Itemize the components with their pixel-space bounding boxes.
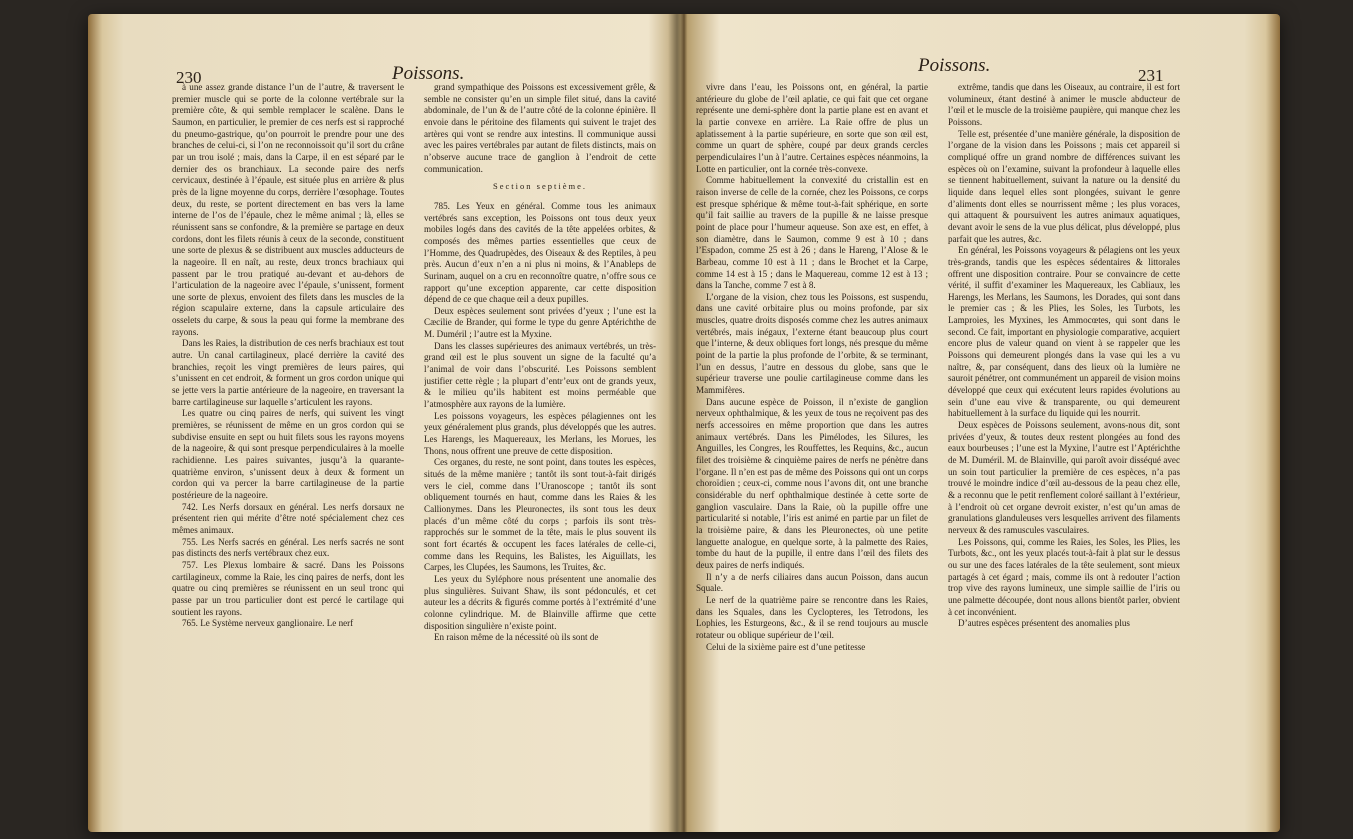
paragraph: Les poissons voyageurs, les espèces pélagiennes ont les yeux généralement plus grands, plus développés que les autres. Les Harengs, les Maquereaux, les Merlans, les Morues, les Thons, nous offrent une preuve de cette disposition.	[424, 410, 656, 456]
paragraph: L’organe de la vision, chez tous les Poissons, est suspendu, dans une cavité orbitaire plus ou moins profonde, par six muscles, quatre droits disposés comme chez les autres animaux vertébrés, mais inégaux, l’externe étant beaucoup plus court que l’interne, & deux obliques fort longs, nés presque du même point de la partie la plus profonde de l’orbite, & se terminant, l’un en dessus, l’autre en dessous du globe, sans que le supérieur traverse une poulie cartilagineuse comme dans les Mammifères.	[696, 291, 928, 396]
left-page-number: 230	[176, 68, 202, 87]
paragraph: Comme habituellement la convexité du cristallin est en raison inverse de celle de la cornée, chez les Poissons, ce corps est presque sphérique & même tout-à-fait sphérique, en sorte qu’il fait saillie au travers de la pupille & ne laisse presque point de place pour l’humeur aqueuse. Son axe est, en effet, à son diamètre, dans le Saumon, comme 9 est à 10 ; dans l’Espadon, comme 25 est à 26 ; dans le Hareng, l’Alose & le Barbeau, comme 10 est à 11 ; dans le Brochet et la Carpe, comme 14 est à 15 ; dans le Maquereau, comme 12 est à 13 ; dans la Tanche, comme 7 est à 8.	[696, 175, 928, 291]
paragraph: 765. Le Système nerveux ganglionaire. Le nerf	[182, 618, 354, 629]
section-title: Section septième.	[493, 181, 587, 192]
right-column-2	[948, 82, 1180, 812]
left-column-2	[424, 82, 656, 812]
paragraph: Telle est, présentée d’une manière générale, la disposition de l’organe de la vision dans les Poissons ; mais cet appareil si compliqué offre un grand nombre de différences suivant les espèces où on l’examine, suivant la profondeur à laquelle elles se tiennent habituellement, suivant la nature ou la densité du liquide dans lequel elles sont plongées, suivant le genre d’aliments dont elles se nourrissent même ; les plus voraces, qui attaquent & poursuivent les autres animaux aquatiques, devant avoir le sens de la vue plus délicat, plus développé, plus parfait que les autres, &c.	[948, 128, 1180, 244]
paragraph: D’autres espèces présentent des anomalies plus	[958, 618, 1130, 629]
book-gutter	[668, 14, 686, 832]
paragraph: 785. Les Yeux en général. Comme tous les animaux vertébrés sans exception, les Poissons ont tous deux yeux mobiles logés dans des cavités de la tête appelées orbites, & composés des mêmes parties essentielles que ceux de l’Homme, des Quadrupèdes, des Oiseaux & des Reptiles, à peu près. Aucun d’eux n’en a ni plus ni moins, & l’Anableps de Surinam, auquel on a cru en reconnoître quatre, n’offre sous ce rapport qu’une exception apparente, car cette disposition dépend de ce que chaque œil a deux pupilles.	[424, 200, 656, 305]
paragraph: Deux espèces seulement sont privées d’yeux ; l’une est la Cæcilie de Brander, qui forme le type du genre Aptérichthe de M. Duméril ; l’autre est la Myxine.	[424, 305, 656, 340]
right-page-number: 231	[1138, 66, 1164, 85]
paragraph: extrême, tandis que dans les Oiseaux, au contraire, il est fort volumineux, étant destiné à animer le muscle abducteur de l’œil et le muscle de la troisième paupière, qui manque chez les Poissons.	[948, 82, 1180, 127]
paragraph: Ces organes, du reste, ne sont point, dans toutes les espèces, situés de la même manière ; tantôt ils sont tout-à-fait dirigés vers le ciel, comme dans l’Uranoscope ; tantôt ils sont obliquement tournés en haut, comme dans les Raies & les Callionymes. Dans les Pleuronectes, ils sont tous les deux placés d’un même côté du corps ; parfois ils sont très-rapprochés sur le sommet de la tête, mais le plus souvent ils sont fort écartés & occupent les faces latérales de celle-ci, comme dans les Requins, les Balistes, les Aiguillats, les Carpes, les Clupées, les Saumons, les Truites, &c.	[424, 457, 656, 573]
left-column-1	[172, 82, 404, 812]
paragraph: En général, les Poissons voyageurs & pélagiens ont les yeux très-grands, tandis que les espèces sédentaires & littorales offrent une disposition contraire. Pour se convaincre de cette vérité, il suffit d’examiner les Maquereaux, les Cabliaux, les Harengs, les Merlans, les Saumons, les Dorades, qui sont dans le premier cas ; & les Plies, les Soles, les Turbots, les Lamproies, les Myxines, les Ammocœtes, qui sont dans le second. Ce fait, important en physiologie comparative, acquiert encore plus de valeur quand on vient à se rappeler que les Poissons qui demeurent plongés dans la vase qui les a vu naître, &, par conséquent, dans des lieux où la lumière ne sauroit pénétrer, ont communément un appareil de vision moins développé que ceux qui exécutent leurs rapides évolutions au sein d’une eau vive & transparente, ou qui demeurent habituellement à la surface du liquide qui les nourrit.	[948, 245, 1180, 419]
right-running-head: Poissons.	[918, 55, 991, 76]
paragraph: En raison même de la nécessité où ils sont de	[434, 632, 599, 643]
paragraph: à une assez grande distance l’un de l’autre, & traversent le premier muscle qui se porte de la colonne vertébrale sur la première côte, & qui semble remplacer le scalène. Dans le Saumon, en particulier, le premier de ces nerfs est si rapproché du pneumo-gastrique, qu’on pourroit le prendre pour une des branches de celui-ci, si l’on ne reconnoissoit qu’il sort du crâne par un trou isolé ; mais, dans la Carpe, il en est séparé par le dernier des os branchiaux. La seconde paire des nerfs cervicaux, destinée à l’épaule, est située plus en arrière & plus près de la ligne moyenne du corps, derrière l’œsophage. Toutes deux, du reste, se portent directement en bas vers la lame interne de l’os de l’épaule, chez le même animal ; là, elles se réunissent sans se confondre, & la première se partage en deux cordons, dont les filets réunis à ceux de la seconde, constituent une sorte de plexus & se distribuent aux muscles adducteurs de la nageoire. Il en naît, au reste, deux troncs brachiaux qui passent par le trou pratiqué au-devant et au-dehors de l’articulation de la nageoire avec l’épaule, s’unissent, forment une sorte de plexus, envoient des filets dans les muscles de la région scapulaire externe, dans la capsule articulaire des osselets du carpe, & sous la peau qui forme la membrane des rayons.	[172, 82, 404, 337]
paragraph: vivre dans l’eau, les Poissons ont, en général, la partie antérieure du globe de l’œil aplatie, ce qui fait que cet organe représente une demi-sphère dont la partie plane est en avant et la partie convexe en arrière. La Raie offre de plus un aplatissement à la partie supérieure, en sorte que son œil est, comme un quart de sphère, coupé par deux grands cercles perpendiculaires l’un à l’autre. Certaines espèces néanmoins, la Lotte en particulier, ont la cornée très-convexe.	[696, 82, 928, 174]
paragraph: Dans les classes supérieures des animaux vertébrés, un très-grand œil est le plus souvent un signe de la faculté qu’a l’animal de voir dans l’obscurité. Les Poissons semblent justifier cette règle ; la plupart d’entr’eux ont de grands yeux, & le milieu qu’ils habitent est moins perméable que l’atmosphère aux rayons de la lumière.	[424, 340, 656, 410]
paragraph: Le nerf de la quatrième paire se rencontre dans les Raies, dans les Squales, dans les Cyclopteres, les Tetrodons, les Lophies, les Esturgeons, &c., & il se rend toujours au muscle rotateur ou oblique supérieur de l’œil.	[696, 594, 928, 640]
left-running-head: Poissons.	[392, 63, 465, 84]
paragraph: Il n’y a de nerfs ciliaires dans aucun Poisson, dans aucun Squale.	[696, 571, 928, 594]
paragraph: 742. Les Nerfs dorsaux en général. Les nerfs dorsaux ne présentent rien qui mérite d’être noté spécialement chez ces mêmes animaux.	[172, 501, 404, 535]
paragraph: Les Poissons, qui, comme les Raies, les Soles, les Plies, les Turbots, &c., ont les yeux placés tout-à-fait à plat sur le dessus ou sur une des faces latérales de la tête seulement, sont mieux partagés à cet égard ; mais, comme ils ont à redouter l’action trop vive des rayons lumineux, une simple saillie de l’iris ou une palmette découpée, dont nous allons bientôt parler, obvient à cet inconvénient.	[948, 536, 1180, 617]
paragraph: Dans aucune espèce de Poisson, il n’existe de ganglion nerveux ophthalmique, & les yeux de tous ne reçoivent pas des nerfs accessoires en même proportion que dans les autres animaux vertébrés. Dans les Pimélodes, les Silures, les Anguilles, les Congres, les Rouffettes, les Requins, &c., aucun filet des troisième & cinquième paires de nerfs ne pénètre dans l’organe. Il n’en est pas de même des Poissons qui ont un corps choroïdien ; ceux-ci, comme nous l’avons dit, ont une branche considérable du nerf ophthalmique destinée à cette sorte de ganglion vasculaire. Dans la Raie, où la pupille offre une particularité si notable, l’iris est animé en partie par un filet de la troisième paire, & dans les Pleuronectes, où une petite languette analogue, en quelque sorte, à la palmette des Raies, tombe du haut de la pupille, il entre dans l’œil des filets des deux paires de nerfs indiqués.	[696, 396, 928, 570]
right-page	[696, 52, 1180, 812]
paragraph: Les quatre ou cinq paires de nerfs, qui suivent les vingt premières, se réunissent de même en un gros cordon qui se subdivise ensuite en sept ou huit filets sous les rayons moyens de la nageoire, & qui sont presque perpendiculaires à la moelle rachidienne. Les paires suivantes, jusqu’à la quarante-quatrième environ, s’unissent deux à deux & forment un cordon qui va percer la barre cartilagineuse de la partie postérieure de la nageoire.	[172, 408, 404, 500]
paragraph: Les yeux du Syléphore nous présentent une anomalie des plus singulières. Suivant Shaw, ils sont pédonculés, et cet auteur les a décrits & figurés comme portés à l’extrémité d’une colonne cylindrique. M. de Blainville affirme que cette disposition singulière n’existe point.	[424, 573, 656, 631]
paragraph: 755. Les Nerfs sacrés en général. Les nerfs sacrés ne sont pas distincts des nerfs vertébraux chez eux.	[172, 536, 404, 559]
paragraph: Celui de la sixième paire est d’une petitesse	[706, 641, 866, 652]
paragraph: grand sympathique des Poissons est excessivement grêle, & semble ne consister qu’en un simple filet situé, dans la cavité abdominale, de l’un & de l’autre côté de la colonne épinière. Il envoie dans le péritoine des filaments qui suivent le trajet des artères qui vont se rendre aux intestins. Il communique aussi avec les paires vertébrales par autant de filets distincts, mais on n’observe aucune trace de ganglion à l’endroit de cette communication.	[424, 82, 656, 174]
paragraph: 757. Les Plexus lombaire & sacré. Dans les Poissons cartilagineux, comme la Raie, les cinq paires de nerfs, dont les quatre ou cinq premières se réunissent en un seul tronc qui passe par un trou particulier dont est percé le cartilage qui soutient les rayons.	[172, 559, 404, 617]
paragraph: Dans les Raies, la distribution de ces nerfs brachiaux est tout autre. Un canal cartilagineux, placé derrière la cavité des branchies, reçoit les vingt premières de leurs paires, qui s’unissent en cet endroit, & forment un gros cordon unique qui se jette vers la partie antérieure de la nageoire, en traversant la barre cartilagineuse sur laquelle s’articulent les rayons.	[172, 338, 404, 407]
paragraph: Deux espèces de Poissons seulement, avons-nous dit, sont privées d’yeux, & toutes deux restent plongées au fond des eaux bourbeuses ; l’une est la Myxine, l’autre est l’Aptérichthe de M. Duméril. M. de Blainville, qui paroît avoir disséqué avec un soin tout particulier la première de ces espèces, n’a pas trouvé le moindre indice d’œil au-dessous de la peau chez elle, & a reconnu que le petit renflement coloré saillant à l’extérieur, à l’endroit où cet organe devroit exister, n’est qu’un amas de granulations glanduleuses vers lesquelles arrivent des filaments nerveux & des ramuscules vasculaires.	[948, 420, 1180, 535]
left-page	[172, 52, 657, 812]
right-column-1	[696, 82, 928, 812]
